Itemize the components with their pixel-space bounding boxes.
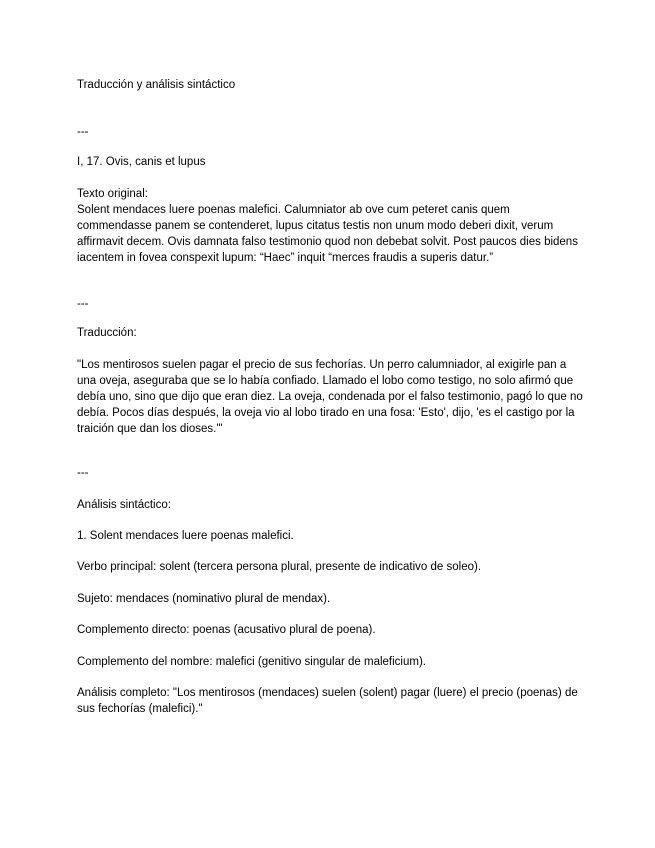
analysis-label: Análisis sintáctico: bbox=[77, 499, 171, 511]
translation-text: "Los mentirosos suelen pagar el precio de sus fechorías. Un perro calumniador, al exigirle pan a una oveja, aseguraba que se lo había confiado. Llamado el lobo como testigo, no solo afirmó que debía uno, sino que dijo que eran diez. La oveja, condenada por el falso testimonio, pagó lo que no debía. Pocos días después, la oveja vio al lobo tirado en una fosa: 'Esto', dijo, 'es el castigo por la traición que dan los dioses.'" bbox=[77, 359, 583, 435]
document-title: Traducción y análisis sintáctico bbox=[77, 79, 236, 91]
sentence-1: 1. Solent mendaces luere poenas malefici. bbox=[77, 530, 294, 542]
separator-2: --- bbox=[77, 298, 89, 310]
original-text: Solent mendaces luere poenas malefici. Calumniator ab ove cum peteret canis quem commendasse panem se contenderet, lupus citatus testis non unum modo deberi dixit, verum affirmavit decem. Ovis damnata falso testimonio quod non debebat solvit. Post paucos dies bidens iacentem in fovea conspexit lupum: “Haec” inquit “merces fraudis a superis datur.” bbox=[77, 204, 578, 264]
direct-object: Complemento directo: poenas (acusativo plural de poena). bbox=[77, 624, 376, 636]
noun-complement: Complemento del nombre: malefici (genitivo singular de maleficium). bbox=[77, 656, 426, 668]
subject: Sujeto: mendaces (nominativo plural de mendax). bbox=[77, 593, 331, 605]
separator-1: --- bbox=[77, 126, 89, 138]
full-analysis: Análisis completo: "Los mentirosos (mendaces) suelen (solent) pagar (luere) el precio (poenas) de sus fechorías (malefici)." bbox=[77, 687, 578, 715]
fable-heading: I, 17. Ovis, canis et lupus bbox=[77, 156, 206, 168]
original-label: Texto original: bbox=[77, 188, 148, 200]
main-verb: Verbo principal: solent (tercera persona plural, presente de indicativo de soleo). bbox=[77, 561, 482, 573]
separator-3: --- bbox=[77, 467, 89, 479]
translation-label: Traducción: bbox=[77, 327, 137, 339]
